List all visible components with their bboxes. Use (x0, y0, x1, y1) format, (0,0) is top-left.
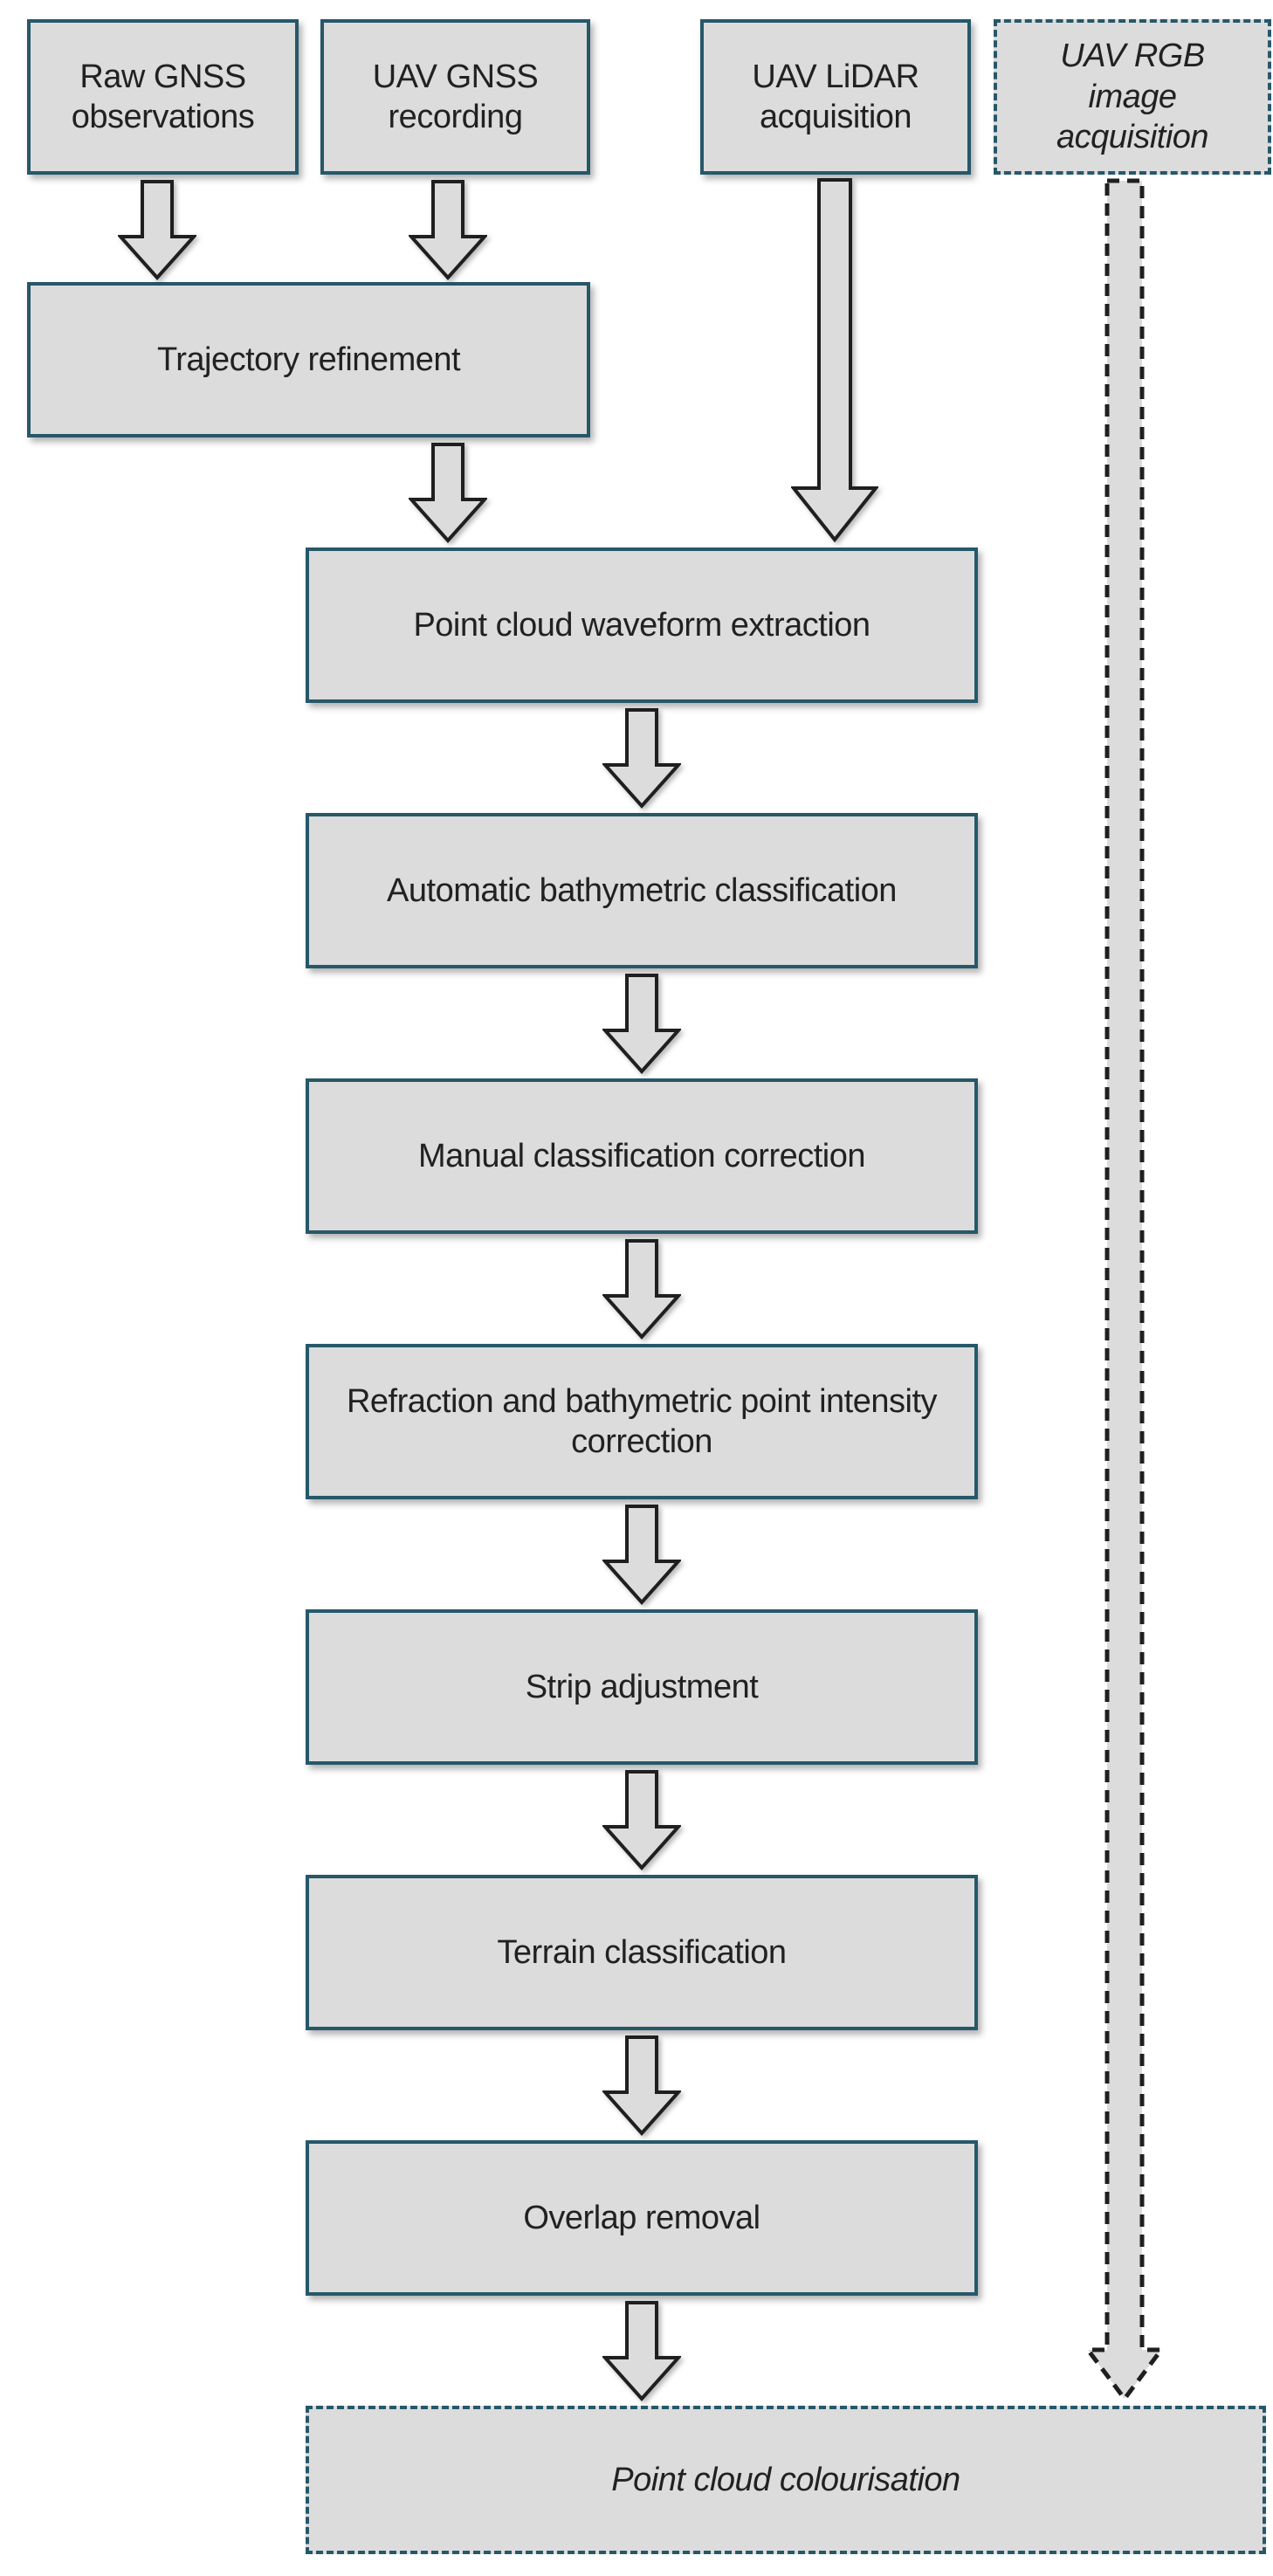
node-overlap-removal (306, 2140, 978, 2296)
arrow-uav-gnss-to-trajectory-icon (409, 179, 487, 281)
arrow-uav-lidar-to-waveform-icon (791, 177, 878, 543)
node-raw-gnss-observations (27, 19, 299, 175)
node-label: Terrain classification (497, 1933, 787, 1971)
arrow-terrain-to-overlap-icon (602, 2035, 681, 2137)
node-label: Raw GNSS observations (71, 58, 255, 135)
node-point-cloud-colourisation (306, 2406, 1266, 2554)
node-label: Point cloud colourisation (611, 2461, 960, 2498)
node-label: Manual classification correction (417, 1137, 865, 1174)
arrow-raw-gnss-to-trajectory-icon (118, 179, 196, 281)
arrow-strip-to-terrain-icon (602, 1769, 681, 1871)
node-label: Automatic bathymetric classification (387, 871, 897, 909)
node-automatic-bathymetric-classification (306, 813, 978, 968)
node-uav-lidar-acquisition (700, 19, 971, 175)
node-label: Point cloud waveform extraction (413, 606, 870, 644)
node-label: Strip adjustment (525, 1668, 759, 1705)
node-strip-adjustment (306, 1609, 978, 1765)
node-point-cloud-waveform-extraction (306, 548, 978, 703)
node-uav-gnss-recording (320, 19, 590, 175)
node-label: Refraction and bathymetric point intensity correction (346, 1382, 938, 1460)
node-terrain-classification (306, 1875, 978, 2030)
node-label: UAV RGB image acquisition (1056, 38, 1209, 156)
arrow-trajectory-to-waveform-icon (409, 442, 487, 544)
arrow-overlap-to-colourisation-icon (602, 2300, 681, 2402)
arrow-waveform-to-automatic-icon (602, 707, 681, 809)
node-uav-rgb-image-acquisition (994, 19, 1271, 175)
arrow-manual-to-refraction-icon (602, 1238, 681, 1340)
node-label: UAV LiDAR acquisition (752, 58, 919, 135)
node-label: UAV GNSS recording (372, 58, 539, 135)
arrow-automatic-to-manual-icon (602, 973, 681, 1075)
arrow-refraction-to-strip-icon (602, 1504, 681, 1606)
node-manual-classification-correction (306, 1078, 978, 1234)
node-label: Trajectory refinement (156, 341, 461, 378)
node-trajectory-refinement (27, 282, 590, 437)
node-refraction-intensity-correction (306, 1344, 978, 1499)
node-label: Overlap removal (523, 2199, 760, 2236)
arrow-uav-rgb-to-colourisation-icon (1085, 178, 1164, 2402)
